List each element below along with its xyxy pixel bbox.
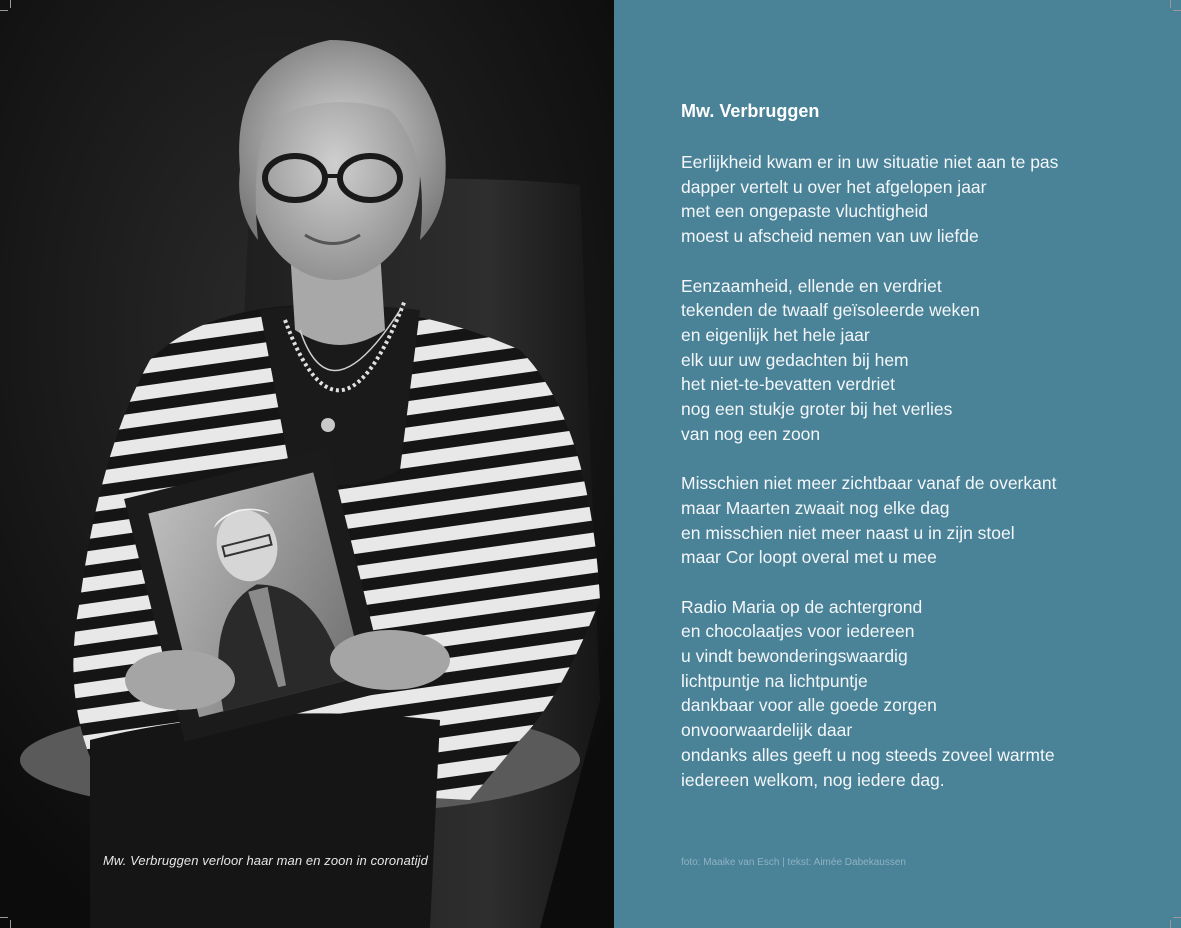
poem-page [614,0,1181,928]
crop-mark [1173,917,1181,918]
poem-line: elk uur uw gedachten bij hem [681,349,909,370]
poem-body [681,150,1058,817]
crop-mark [1170,920,1171,928]
poem-line: lichtpuntje na lichtpuntje [681,670,868,691]
crop-mark [0,917,8,918]
poem-line: u vindt bewonderingswaardig [681,646,908,667]
crop-mark [10,920,11,928]
poem-line: tekenden de twaalf geïsoleerde weken [681,300,980,321]
poem-line: het niet-te-bevatten verdriet [681,374,896,395]
poem-line: Eerlijkheid kwam er in uw situatie niet aan te pas [681,152,1059,172]
poem-line: met een ongepaste vluchtigheid [681,201,929,222]
pendant [321,418,335,432]
trousers [90,713,440,928]
right-hand [330,630,450,690]
crop-mark [0,10,8,11]
photo-text-credits: foto: Maaike van Esch | tekst: Aimée Dabekaussen [681,857,906,868]
poem-line: iedereen welkom, nog iedere dag. [681,769,945,790]
poem-line: nog een stukje groter bij het verlies [681,399,953,420]
poem-line: Radio Maria op de achtergrond [681,596,923,617]
stanza [681,595,1058,793]
left-hand [125,650,235,710]
stanza [681,150,1058,249]
poem-line: en misschien niet meer naast u in zijn stoel [681,522,1015,543]
photo-caption: Mw. Verbruggen verloor haar man en zoon in coronatijd [103,853,428,868]
poem-line: dankbaar voor alle goede zorgen [681,695,937,716]
poem-line: maar Cor loopt overal met u mee [681,547,937,568]
poem-line: en chocolaatjes voor iedereen [681,621,915,642]
crop-mark [1170,0,1171,8]
poem-title: Mw. Verbruggen [681,101,820,121]
crop-mark [10,0,11,8]
poem-line: en eigenlijk het hele jaar [681,324,870,345]
poem-line: maar Maarten zwaait nog elke dag [681,497,950,518]
poem-line: ondanks alles geeft u nog steeds zoveel warmte [681,744,1055,765]
stanza [681,471,1058,570]
poem-line: Eenzaamheid, ellende en verdriet [681,275,942,296]
poem-line: moest u afscheid nemen van uw liefde [681,226,979,247]
poem-line: onvoorwaardelijk daar [681,720,853,741]
stanza [681,274,1058,447]
poem-line: dapper vertelt u over het afgelopen jaar [681,176,987,197]
poem-line: van nog een zoon [681,423,821,444]
poem-line: Misschien niet meer zichtbaar vanaf de overkant [681,473,1057,494]
crop-mark [1173,10,1181,11]
